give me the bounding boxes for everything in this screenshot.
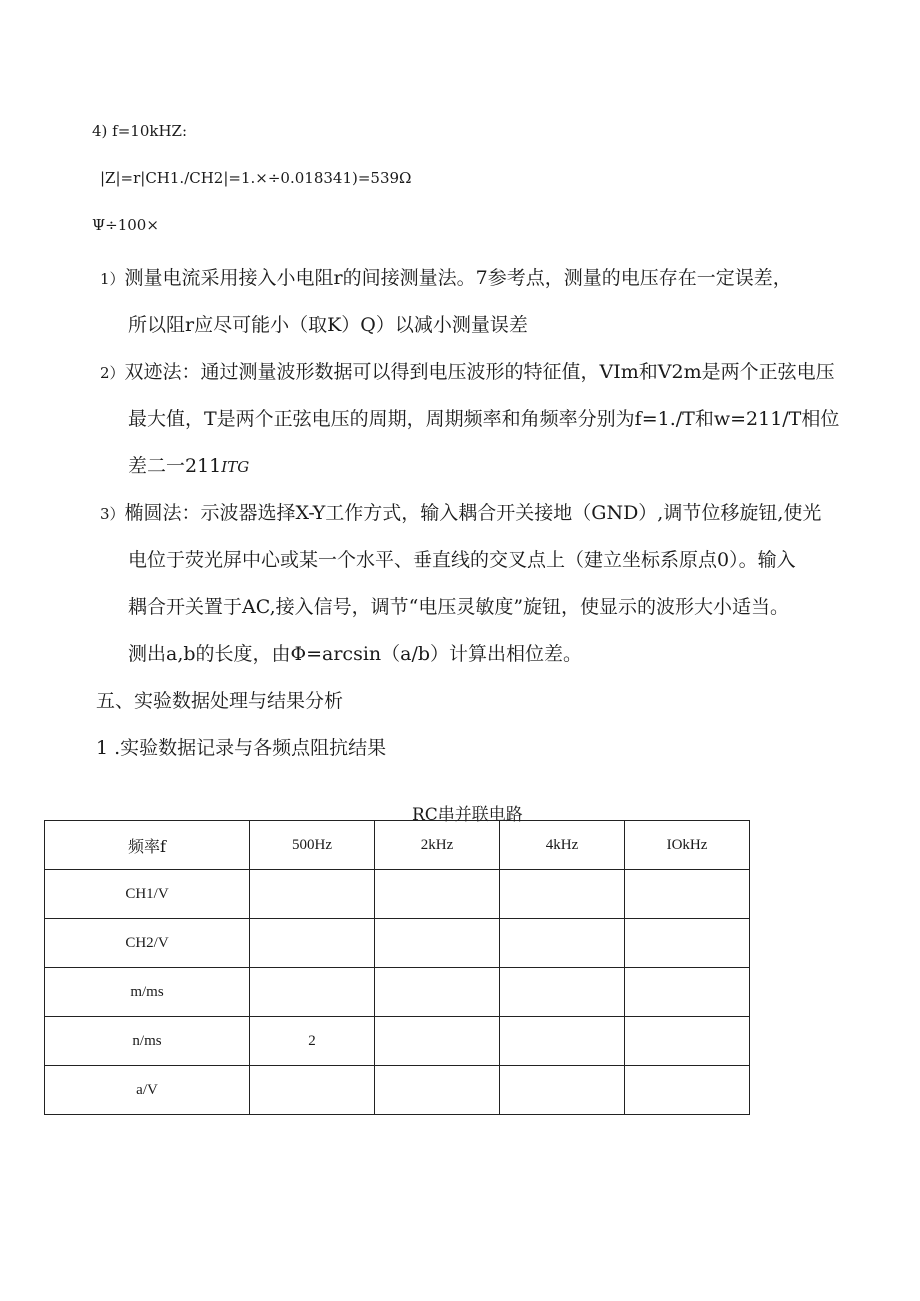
data-cell bbox=[625, 968, 750, 1017]
item-2-line-2: 最大值，T是两个正弦电压的周期，周期频率和角频率分别为f=1./T和w=211/T相位 bbox=[128, 408, 840, 430]
data-cell bbox=[500, 1066, 625, 1115]
data-cell bbox=[250, 919, 375, 968]
data-cell bbox=[375, 870, 500, 919]
item-3-line-1 bbox=[100, 498, 821, 525]
data-cell bbox=[375, 1066, 500, 1115]
row-label-cell: n/ms bbox=[45, 1017, 250, 1066]
row-label-cell: CH1/V bbox=[45, 870, 250, 919]
table-row bbox=[45, 968, 750, 1017]
table-header-row bbox=[45, 821, 750, 870]
data-cell bbox=[500, 1017, 625, 1066]
data-cell bbox=[500, 919, 625, 968]
item-3-number: 3） bbox=[100, 505, 125, 523]
item-2-line-1 bbox=[100, 357, 835, 384]
table-row bbox=[45, 1017, 750, 1066]
item-3-line-3: 耦合开关置于AC,接入信号，调节“电压灵敏度”旋钮，使显示的波形大小适当。 bbox=[128, 596, 790, 618]
data-cell bbox=[500, 870, 625, 919]
data-cell bbox=[375, 968, 500, 1017]
impedance-formula-line: |Z|=r|CH1./CH2|=1.×÷0.018341)=539Ω bbox=[100, 169, 412, 187]
item-3-line-4: 测出a,b的长度，由Φ=arcsin（a/b）计算出相位差。 bbox=[128, 643, 583, 665]
data-cell: 2 bbox=[250, 1017, 375, 1066]
data-cell bbox=[250, 870, 375, 919]
data-cell bbox=[375, 919, 500, 968]
item-2-text: 双迹法：通过测量波形数据可以得到电压波形的特征值，VIm和V2m是两个正弦电压 bbox=[124, 361, 835, 383]
header-cell: 频率f bbox=[45, 821, 250, 870]
table-row bbox=[45, 1066, 750, 1115]
item-3-text: 椭圆法：示波器选择X-Y工作方式，输入耦合开关接地（GND）,调节位移旋钮,使光 bbox=[124, 502, 822, 524]
freq-10khz-line: 4) f=10kHZ: bbox=[92, 122, 188, 140]
data-cell bbox=[625, 1066, 750, 1115]
section-heading: 五、实验数据处理与结果分析 bbox=[96, 690, 344, 712]
table-row bbox=[45, 919, 750, 968]
item-1-line-2: 所以阻r应尽可能小（取K）Q）以减小测量误差 bbox=[128, 314, 528, 336]
table-caption: RC串并联电路 bbox=[412, 805, 523, 825]
row-label-cell: m/ms bbox=[45, 968, 250, 1017]
data-cell bbox=[625, 919, 750, 968]
table-row bbox=[45, 870, 750, 919]
data-cell bbox=[625, 870, 750, 919]
data-table bbox=[44, 820, 750, 1115]
item-1-number: 1） bbox=[100, 270, 125, 288]
row-label-cell: CH2/V bbox=[45, 919, 250, 968]
item-2-number: 2） bbox=[100, 364, 125, 382]
data-cell bbox=[250, 968, 375, 1017]
header-cell: IOkHz bbox=[625, 821, 750, 870]
data-cell bbox=[500, 968, 625, 1017]
item-2-line-3-italic: ITG bbox=[221, 458, 250, 476]
data-cell bbox=[625, 1017, 750, 1066]
data-cell bbox=[250, 1066, 375, 1115]
item-1-line-1 bbox=[100, 263, 792, 290]
item-3-line-2: 电位于荧光屏中心或某一个水平、垂直线的交叉点上（建立坐标系原点0）。输入 bbox=[128, 549, 796, 571]
header-cell: 4kHz bbox=[500, 821, 625, 870]
subsection-heading: 1 .实验数据记录与各频点阻抗结果 bbox=[96, 737, 387, 759]
phase-formula-line: Ψ÷100× bbox=[92, 216, 159, 234]
header-cell: 2kHz bbox=[375, 821, 500, 870]
row-label-cell: a/V bbox=[45, 1066, 250, 1115]
item-2-line-3 bbox=[128, 451, 249, 478]
item-2-line-3-text: 差二一211 bbox=[128, 455, 222, 477]
data-cell bbox=[375, 1017, 500, 1066]
item-1-text: 测量电流采用接入小电阻r的间接测量法。7参考点，测量的电压存在一定误差， bbox=[124, 267, 792, 289]
header-cell: 500Hz bbox=[250, 821, 375, 870]
